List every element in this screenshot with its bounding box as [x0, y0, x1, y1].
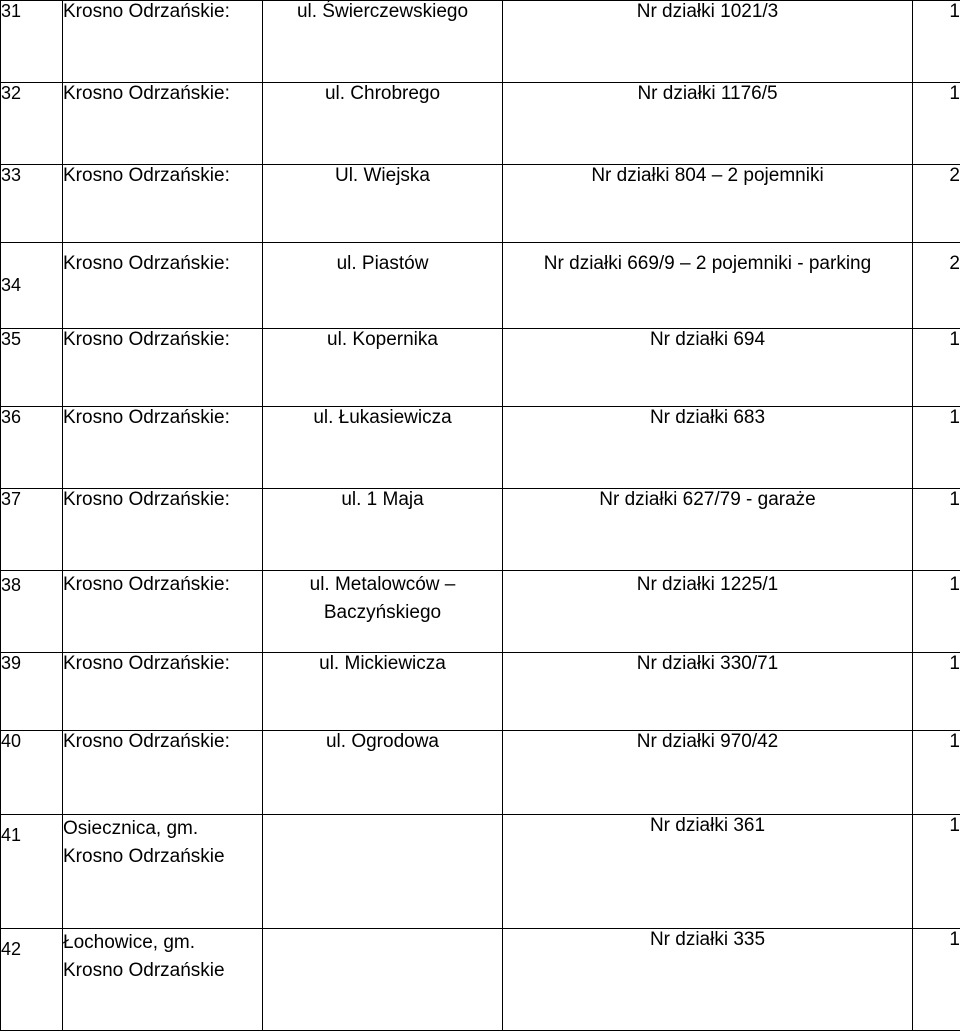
location-line-2: Krosno Odrzańskie — [63, 957, 262, 985]
street-cell — [263, 929, 503, 1031]
plot-number-cell: Nr działki 683 — [503, 407, 913, 489]
table-row — [1, 489, 960, 571]
quantity-cell: 1 — [913, 653, 960, 731]
location-cell: Krosno Odrzańskie: — [63, 165, 263, 243]
location-line-2: Krosno Odrzańskie — [63, 843, 262, 871]
location-cell — [63, 929, 263, 1031]
table-row — [1, 1, 960, 83]
location-cell: Krosno Odrzańskie: — [63, 329, 263, 407]
location-line-1: Łochowice, gm. — [63, 929, 262, 957]
plot-number-cell: Nr działki 1176/5 — [503, 83, 913, 165]
table-row — [1, 653, 960, 731]
street-line-2: Baczyńskiego — [263, 599, 502, 627]
plot-number-cell: Nr działki 694 — [503, 329, 913, 407]
plot-number-cell: Nr działki 669/9 – 2 pojemniki - parking — [503, 243, 913, 329]
quantity-cell: 2 — [913, 243, 960, 329]
street-cell: ul. Mickiewicza — [263, 653, 503, 731]
quantity-cell: 1 — [913, 929, 960, 1031]
row-number: 31 — [1, 1, 63, 83]
table-row — [1, 731, 960, 815]
row-number: 32 — [1, 83, 63, 165]
street-cell: ul. Świerczewskiego — [263, 1, 503, 83]
location-cell — [63, 815, 263, 929]
plot-number-cell: Nr działki 970/42 — [503, 731, 913, 815]
quantity-cell: 1 — [913, 731, 960, 815]
location-cell: Krosno Odrzańskie: — [63, 489, 263, 571]
location-cell: Krosno Odrzańskie: — [63, 653, 263, 731]
plot-number-cell: Nr działki 804 – 2 pojemniki — [503, 165, 913, 243]
quantity-cell: 1 — [913, 815, 960, 929]
table-row — [1, 571, 960, 653]
location-cell: Krosno Odrzańskie: — [63, 407, 263, 489]
plot-number-cell: Nr działki 335 — [503, 929, 913, 1031]
table-row — [1, 329, 960, 407]
row-number: 38 — [1, 571, 63, 653]
street-cell — [263, 571, 503, 653]
row-number: 39 — [1, 653, 63, 731]
table-row — [1, 165, 960, 243]
location-cell: Krosno Odrzańskie: — [63, 243, 263, 329]
street-line-1: ul. Metalowców – — [263, 571, 502, 599]
street-cell: ul. Piastów — [263, 243, 503, 329]
quantity-cell: 1 — [913, 571, 960, 653]
table-row — [1, 929, 960, 1031]
row-number: 33 — [1, 165, 63, 243]
street-cell: ul. Łukasiewicza — [263, 407, 503, 489]
row-number: 36 — [1, 407, 63, 489]
street-cell: Ul. Wiejska — [263, 165, 503, 243]
row-number: 34 — [1, 243, 63, 329]
plot-number-cell: Nr działki 1225/1 — [503, 571, 913, 653]
location-cell: Krosno Odrzańskie: — [63, 731, 263, 815]
location-cell: Krosno Odrzańskie: — [63, 83, 263, 165]
row-number: 41 — [1, 815, 63, 929]
location-cell: Krosno Odrzańskie: — [63, 571, 263, 653]
row-number: 35 — [1, 329, 63, 407]
quantity-cell: 2 — [913, 165, 960, 243]
street-cell: ul. Kopernika — [263, 329, 503, 407]
quantity-cell: 1 — [913, 1, 960, 83]
quantity-cell: 1 — [913, 407, 960, 489]
row-number: 42 — [1, 929, 63, 1031]
plot-number-cell: Nr działki 330/71 — [503, 653, 913, 731]
street-cell — [263, 815, 503, 929]
plot-number-cell: Nr działki 1021/3 — [503, 1, 913, 83]
location-cell: Krosno Odrzańskie: — [63, 1, 263, 83]
table-row — [1, 243, 960, 329]
row-number: 40 — [1, 731, 63, 815]
quantity-cell: 1 — [913, 83, 960, 165]
street-cell: ul. Chrobrego — [263, 83, 503, 165]
table-row — [1, 815, 960, 929]
plot-number-cell: Nr działki 361 — [503, 815, 913, 929]
location-line-1: Osiecznica, gm. — [63, 815, 262, 843]
street-cell: ul. Ogrodowa — [263, 731, 503, 815]
quantity-cell: 1 — [913, 489, 960, 571]
table-row — [1, 83, 960, 165]
row-number: 37 — [1, 489, 63, 571]
quantity-cell: 1 — [913, 329, 960, 407]
plot-number-cell: Nr działki 627/79 - garaże — [503, 489, 913, 571]
street-cell: ul. 1 Maja — [263, 489, 503, 571]
table-row — [1, 407, 960, 489]
